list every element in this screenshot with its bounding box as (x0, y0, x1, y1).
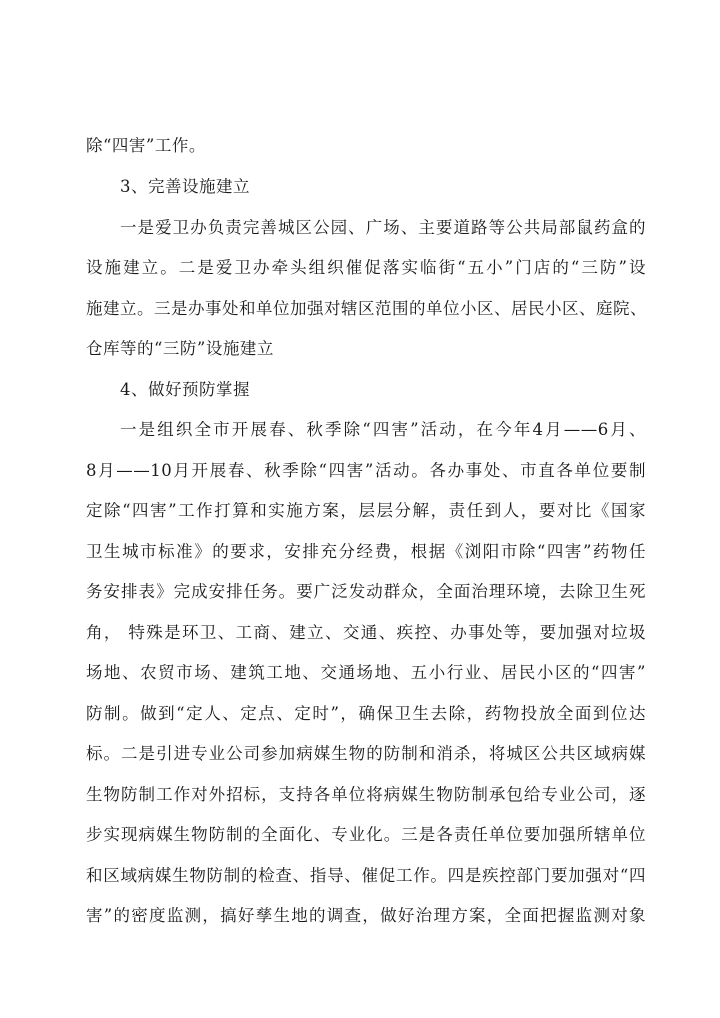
text-line: 设施建立。二是爱卫办牵头组织催促落实临街“五小”门店的“三防”设 (86, 258, 646, 277)
text-line: 标。二是引进专业公司参加病媒生物的防制和消杀，将城区公共区域病媒 (86, 744, 646, 763)
text-line: 8月——10月开展春、秋季除“四害”活动。各办事处、市直各单位要制 (86, 461, 646, 480)
text-line: 一是爱卫办负责完善城区公园、广场、主要道路等公共局部鼠药盒的 (120, 218, 646, 237)
text-line: 卫生城市标准》的要求，安排充分经费，根据《浏阳市除“四害”药物任 (86, 542, 646, 561)
text-line: 生物防制工作对外招标，支持各单位将病媒生物防制承包给专业公司，逐 (86, 785, 646, 804)
text-line: 防制。做到“定人、定点、定时”，确保卫生去除，药物投放全面到位达 (86, 704, 646, 723)
text-line: 一是组织全市开展春、秋季除“四害”活动，在今年4月——6月、 (120, 420, 646, 439)
text-line: 定除“四害”工作打算和实施方案，层层分解，责任到人，要对比《国家 (86, 501, 646, 520)
text-line: 角， 特殊是环卫、工商、建立、交通、疾控、办事处等，要加强对垃圾 (86, 623, 646, 642)
text-line: 务安排表》完成安排任务。要广泛发动群众，全面治理环境，去除卫生死 (86, 582, 646, 601)
text-line: 仓库等的“三防”设施建立 (86, 339, 274, 358)
text-line: 和区域病媒生物防制的检查、指导、催促工作。四是疾控部门要加强对“四 (86, 866, 646, 885)
section-heading: 3、完善设施建立 (120, 177, 250, 196)
text-line: 除“四害”工作。 (86, 136, 206, 155)
text-line: 施建立。三是办事处和单位加强对辖区范围的单位小区、居民小区、庭院、 (86, 299, 647, 318)
section-heading: 4、做好预防掌握 (120, 380, 250, 399)
text-line: 害”的密度监测，搞好孳生地的调查，做好治理方案，全面把握监测对象 (86, 906, 646, 925)
text-line: 场地、农贸市场、建筑工地、交通场地、五小行业、居民小区的“四害” (86, 663, 646, 682)
text-line: 步实现病媒生物防制的全面化、专业化。三是各责任单位要加强所辖单位 (86, 825, 646, 844)
